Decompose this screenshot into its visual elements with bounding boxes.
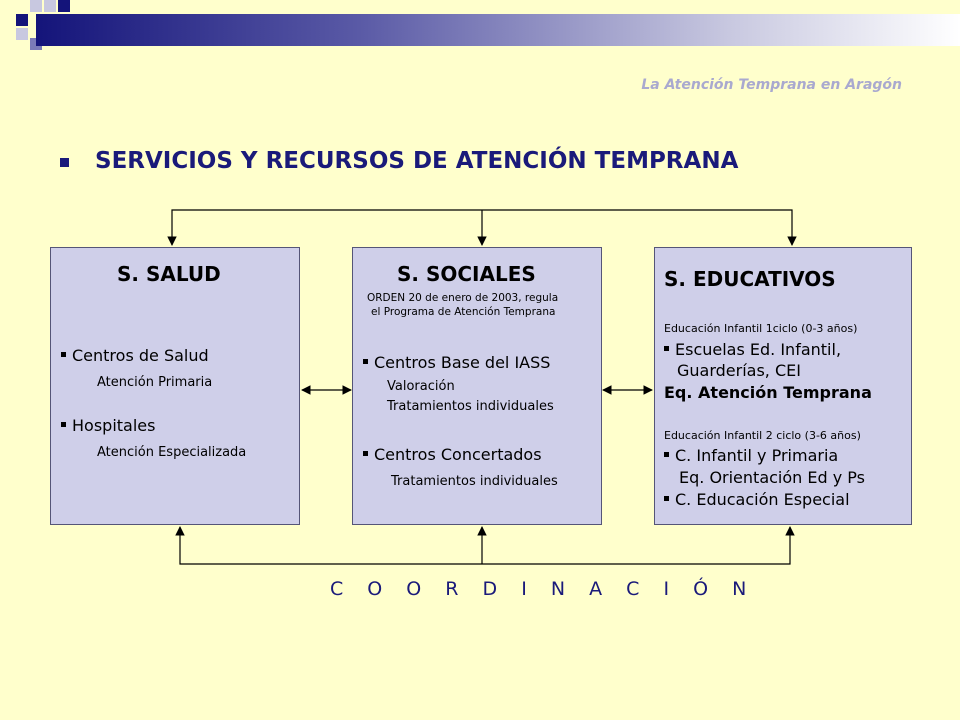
educativos-note-ciclo1: Educación Infantil 1ciclo (0-3 años) xyxy=(664,322,858,335)
sociales-item-concertados-sub: Tratamientos individuales xyxy=(391,474,558,489)
presentation-subtitle: La Atención Temprana en Aragón xyxy=(641,77,902,93)
bullet-icon xyxy=(61,422,66,427)
salud-heading: S. SALUD xyxy=(117,262,221,286)
bullet-icon xyxy=(664,346,669,351)
sociales-item-label: Centros Concertados xyxy=(374,445,542,464)
educativos-item-escuelas xyxy=(664,340,841,359)
sociales-item-iass xyxy=(363,353,550,372)
bullet-icon xyxy=(363,451,368,456)
salud-item-centros xyxy=(61,346,209,365)
educativos-item-label: Escuelas Ed. Infantil, xyxy=(675,340,842,359)
salud-item-centros-sub: Atención Primaria xyxy=(97,375,213,390)
sociales-item-iass-sub2: Tratamientos individuales xyxy=(387,399,554,414)
bullet-icon xyxy=(664,496,669,501)
slide-title: SERVICIOS Y RECURSOS DE ATENCIÓN TEMPRANA xyxy=(95,148,739,174)
sociales-item-iass-sub1: Valoración xyxy=(387,379,455,394)
educativos-item-orientacion: Eq. Orientación Ed y Ps xyxy=(679,468,865,487)
bullet-icon xyxy=(61,352,66,357)
educativos-item-label: C. Infantil y Primaria xyxy=(675,446,839,465)
educativos-item-infantil-primaria xyxy=(664,446,838,465)
salud-item-hospitales xyxy=(61,416,155,435)
educativos-note-ciclo2: Educación Infantil 2 ciclo (3-6 años) xyxy=(664,429,861,442)
bullet-icon xyxy=(363,359,368,364)
bullet-icon xyxy=(664,452,669,457)
educativos-item-label: C. Educación Especial xyxy=(675,490,850,509)
sociales-note-line2: el Programa de Atención Temprana xyxy=(371,306,556,318)
educativos-heading: S. EDUCATIVOS xyxy=(664,267,836,291)
sociales-note-line1: ORDEN 20 de enero de 2003, regula xyxy=(367,292,559,304)
sociales-heading: S. SOCIALES xyxy=(397,262,536,286)
educativos-box xyxy=(654,247,912,525)
sociales-item-label: Centros Base del IASS xyxy=(374,353,551,372)
salud-item-hospitales-sub: Atención Especializada xyxy=(97,445,247,460)
salud-item-label: Centros de Salud xyxy=(72,346,209,365)
educativos-item-escuelas-line2: Guarderías, CEI xyxy=(677,361,801,380)
educativos-item-especial xyxy=(664,490,850,509)
sociales-box xyxy=(352,247,602,525)
sociales-item-concertados xyxy=(363,445,542,464)
educativos-eq-atencion-temprana: Eq. Atención Temprana xyxy=(664,383,872,402)
salud-item-label: Hospitales xyxy=(72,416,156,435)
bottom-connector xyxy=(180,527,790,564)
coordination-label: C O O R D I N A C I Ó N xyxy=(330,578,756,600)
salud-box xyxy=(50,247,300,525)
